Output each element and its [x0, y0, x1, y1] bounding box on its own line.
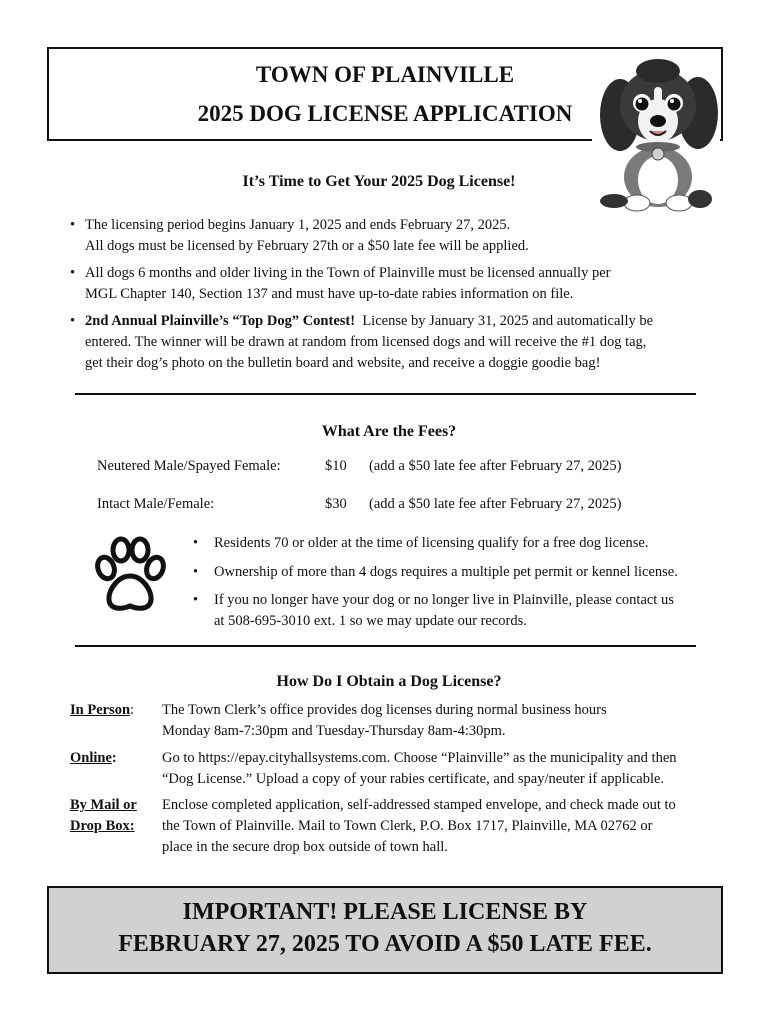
mail-label: [70, 795, 137, 837]
bullet-icon: •: [193, 592, 199, 608]
mail-text: [162, 795, 732, 858]
intro-bullet-3-line1: [70, 311, 720, 332]
intro-bullet-1: [70, 215, 710, 257]
intro-bullet-1-line1: The licensing period begins January 1, 2025 and ends February 27, 2025.: [85, 217, 511, 233]
bullet-icon: •: [70, 265, 76, 281]
in-person-line1: The Town Clerk’s office provides dog licenses during normal business hours: [162, 702, 607, 718]
contest-title: 2nd Annual Plainville’s “Top Dog” Contest!: [85, 313, 356, 329]
important-line-1: IMPORTANT! PLEASE LICENSE BY: [182, 899, 588, 925]
online-colon: :: [111, 750, 117, 766]
important-line-2: FEBRUARY 27, 2025 TO AVOID A $50 LATE FEE.: [118, 931, 652, 957]
fee-note-1-text: Residents 70 or older at the time of licensing qualify for a free dog license.: [214, 535, 649, 551]
intro-bullet-3-line3: get their dog’s photo on the bulletin board and website, and receive a doggie goodie bag!: [85, 355, 601, 371]
bullet-icon: •: [193, 564, 199, 580]
mail-label-line1: By Mail or: [70, 797, 137, 813]
mail-line3: place in the secure drop box outside of town hall.: [162, 839, 448, 855]
in-person-colon: :: [130, 702, 135, 718]
bullet-icon: •: [70, 217, 76, 233]
fee-note-2-text: Ownership of more than 4 dogs requires a multiple pet permit or kennel license.: [214, 564, 678, 580]
fee-note-3: [193, 590, 713, 632]
intro-bullet-1-line2: All dogs must be licensed by February 27th or a $50 late fee will be applied.: [85, 238, 529, 254]
fee-note-3-line2: at 508-695-3010 ext. 1 so we may update our records.: [214, 613, 527, 629]
fee-row-2-note: (add a $50 late fee after February 27, 2025): [369, 496, 622, 512]
bullet-icon: •: [70, 313, 76, 329]
intro-bullet-3: [70, 311, 720, 374]
online-label: [70, 748, 117, 769]
fee-note-3-line1: If you no longer have your dog or no longer live in Plainville, please contact us: [214, 592, 674, 608]
in-person-label: [70, 700, 134, 721]
fee-row-1-label: Neutered Male/Spayed Female:: [97, 458, 281, 474]
fee-row-2-label: Intact Male/Female:: [97, 496, 215, 512]
in-person-text: [162, 700, 722, 742]
mail-line1: Enclose completed application, self-addressed stamped envelope, and check made out to: [162, 797, 676, 813]
bullet-icon: •: [193, 535, 199, 551]
in-person-line2: Monday 8am-7:30pm and Tuesday-Thursday 8am-4:30pm.: [162, 723, 506, 739]
fee-row-2-price: $30: [325, 496, 347, 512]
town-title: TOWN OF PLAINVILLE: [255, 62, 515, 87]
intro-bullet-2-line1: All dogs 6 months and older living in the Town of Plainville must be licensed annually per: [85, 265, 611, 281]
fees-heading: What Are the Fees?: [321, 423, 457, 440]
application-title: 2025 DOG LICENSE APPLICATION: [197, 101, 573, 126]
fee-note-1: [193, 533, 713, 554]
paw-print-icon: [88, 534, 172, 618]
section-divider: [75, 645, 696, 647]
section-divider: [75, 393, 696, 395]
puppy-illustration: [592, 55, 720, 215]
online-label-text: Online: [70, 750, 112, 766]
fee-note-2: [193, 562, 713, 583]
how-heading: How Do I Obtain a Dog License?: [276, 673, 502, 690]
intro-bullet-2-line2: MGL Chapter 140, Section 137 and must have up-to-date rabies information on file.: [85, 286, 574, 302]
fee-row-1-note: (add a $50 late fee after February 27, 2025): [369, 458, 622, 474]
online-line2: “Dog License.” Upload a copy of your rabies certificate, and spay/neuter if applicable.: [162, 771, 665, 787]
in-person-label-text: In Person: [70, 702, 131, 718]
contest-deadline: License by January 31, 2025 and automatically be: [362, 313, 654, 329]
intro-bullet-3-line2: entered. The winner will be drawn at random from licensed dogs and will receive the #1 dog tag,: [85, 334, 647, 350]
intro-heading: It’s Time to Get Your 2025 Dog License!: [242, 173, 516, 190]
mail-label-line2: Drop Box:: [70, 818, 135, 834]
intro-bullet-2: [70, 263, 710, 305]
online-line1: Go to https://epay.cityhallsystems.com. Choose “Plainville” as the municipality and then: [162, 750, 677, 766]
fee-row-1-price: $10: [325, 458, 347, 474]
online-text: [162, 748, 732, 790]
mail-line2: the Town of Plainville. Mail to Town Clerk, P.O. Box 1717, Plainville, MA 02762 or: [162, 818, 653, 834]
